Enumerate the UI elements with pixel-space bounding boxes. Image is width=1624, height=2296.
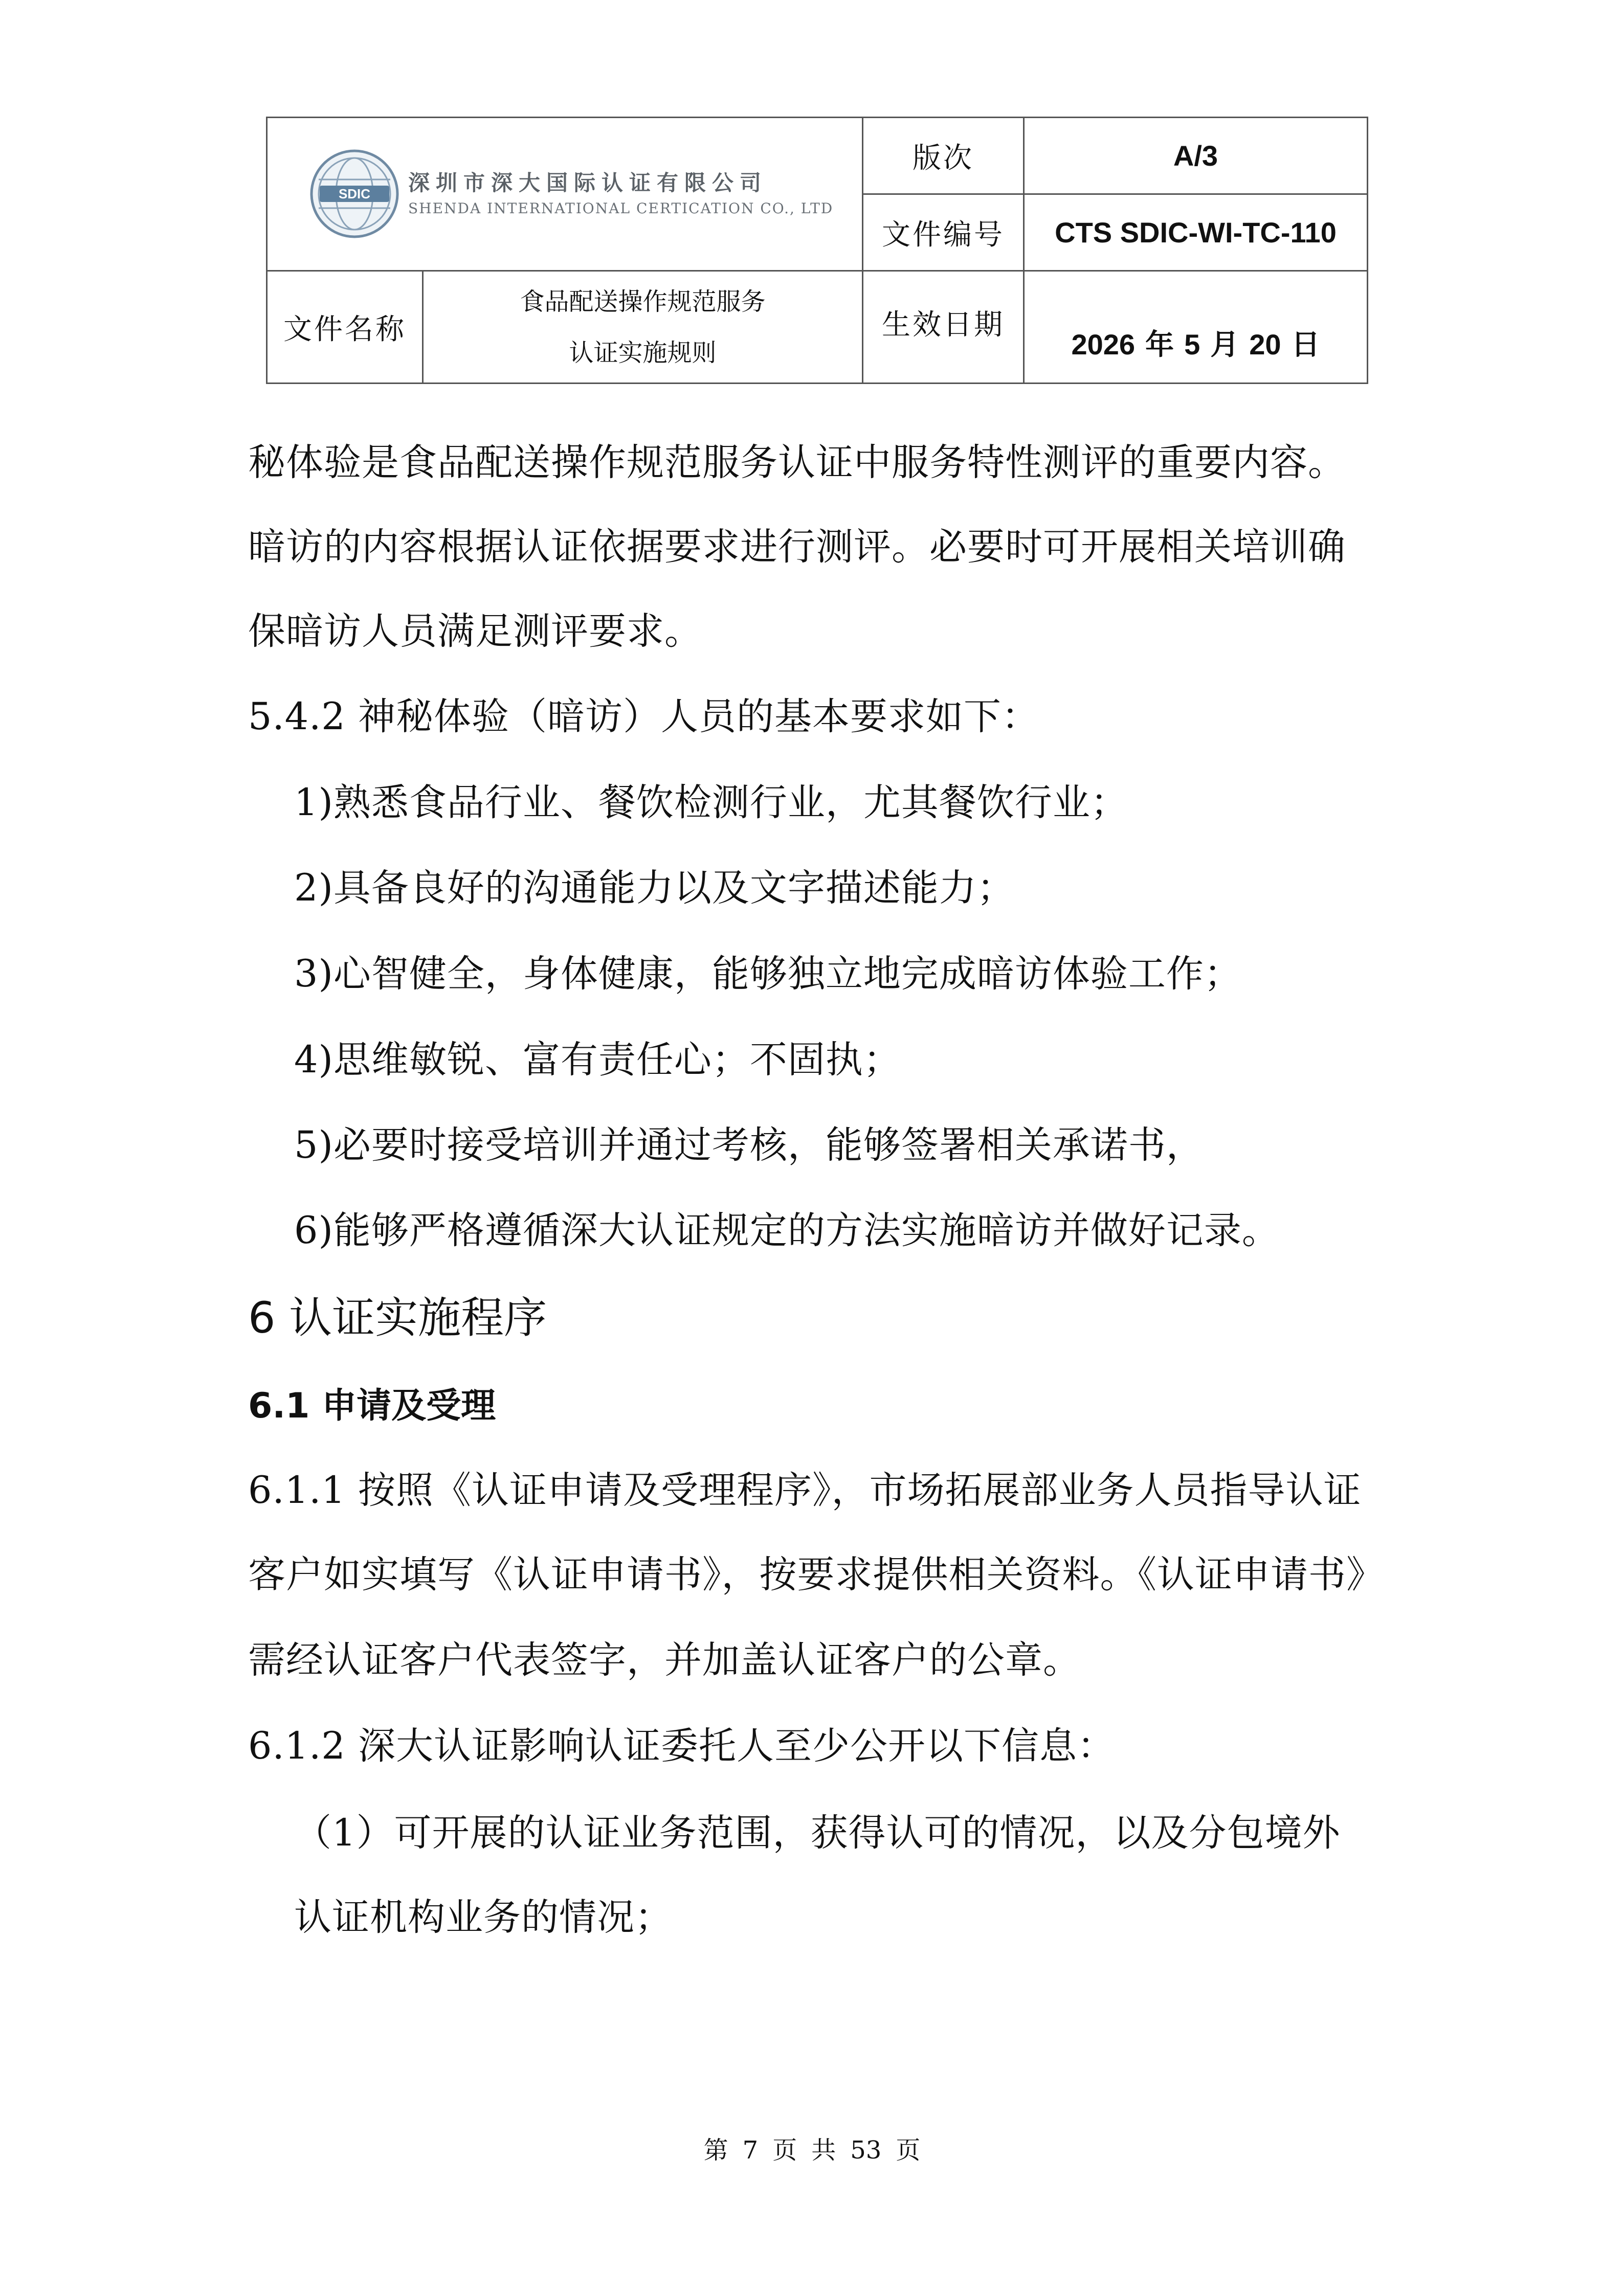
company-logo <box>308 148 871 250</box>
footer-prefix: 第 <box>703 2136 728 2165</box>
section-6-1-1-line-2: 客户如实填写《认证申请书》，按要求提供相关资料。《认证申请书》 <box>248 1553 1384 1596</box>
section-5-4-2-title: 5.4.2 神秘体验（暗访）人员的基本要求如下： <box>248 695 1039 738</box>
section-6-1-2-title: 6.1.2 深大认证影响认证委托人至少公开以下信息： <box>248 1724 1115 1768</box>
logo-text: SDIC <box>338 186 371 201</box>
company-name-en: SHENDA INTERNATIONAL CERTICATION CO., LTD <box>408 200 834 217</box>
section-6-1-1-line-1: 6.1.1 按照《认证申请及受理程序》，市场拓展部业务人员指导认证 <box>248 1469 1362 1512</box>
effective-date-label: 生效日期 <box>863 271 1024 384</box>
footer-total-unit: 页 <box>896 2136 921 2165</box>
effective-date-month: 5 <box>1184 328 1200 361</box>
requirement-item-5: 5)必要时接受培训并通过考核，能够签署相关承诺书， <box>294 1123 1204 1167</box>
requirement-item-3: 3)心智健全，身体健康，能够独立地完成暗访体验工作； <box>294 952 1242 996</box>
document-name-line-2: 认证实施规则 <box>569 338 717 367</box>
company-logo-cell <box>267 118 863 271</box>
effective-date-day: 20 <box>1249 328 1281 361</box>
footer-page-unit: 页 <box>772 2136 797 2165</box>
document-number-label: 文件编号 <box>863 194 1024 271</box>
intro-line-3: 保暗访人员满足测评要求。 <box>248 610 702 653</box>
effective-date-day-unit: 日 <box>1291 328 1320 361</box>
total-pages: 53 <box>850 2136 882 2165</box>
effective-date-month-unit: 月 <box>1210 328 1239 361</box>
effective-date-value <box>1024 271 1368 384</box>
document-name-label: 文件名称 <box>267 271 423 384</box>
version-value: A/3 <box>1024 118 1368 194</box>
document-header-table <box>266 117 1368 384</box>
effective-date-year-unit: 年 <box>1145 328 1174 361</box>
section-6-heading: 6 认证实施程序 <box>248 1293 547 1343</box>
section-6-1-heading: 6.1 申请及受理 <box>248 1386 496 1426</box>
page-footer <box>0 2132 1624 2168</box>
document-name-value <box>423 271 863 384</box>
intro-line-1: 秘体验是食品配送操作规范服务认证中服务特性测评的重要内容。 <box>248 441 1346 484</box>
footer-total-prefix: 共 <box>811 2136 836 2165</box>
disclosure-item-1-line-1: （1）可开展的认证业务范围，获得认可的情况，以及分包境外 <box>294 1811 1341 1855</box>
document-number-value: CTS SDIC-WI-TC-110 <box>1024 194 1368 271</box>
company-name-cn: 深圳市深大国际认证有限公司 <box>408 170 768 195</box>
requirement-item-4: 4)思维敏锐、富有责任心；不固执； <box>294 1038 901 1082</box>
version-label: 版次 <box>863 118 1024 194</box>
page-number: 7 <box>742 2136 759 2165</box>
intro-line-2: 暗访的内容根据认证依据要求进行测评。必要时可开展相关培训确 <box>248 525 1346 569</box>
effective-date-year: 2026 <box>1071 328 1136 361</box>
section-6-1-1-line-3: 需经认证客户代表签字，并加盖认证客户的公章。 <box>248 1638 1081 1682</box>
requirement-item-6: 6)能够严格遵循深大认证规定的方法实施暗访并做好记录。 <box>294 1209 1280 1252</box>
disclosure-item-1-line-2: 认证机构业务的情况； <box>294 1896 673 1939</box>
requirement-item-2: 2)具备良好的沟通能力以及文字描述能力； <box>294 866 1015 910</box>
document-name-line-1: 食品配送操作规范服务 <box>520 287 766 316</box>
sdic-globe-icon <box>308 148 401 240</box>
requirement-item-1: 1)熟悉食品行业、餐饮检测行业，尤其餐饮行业； <box>294 781 1128 824</box>
